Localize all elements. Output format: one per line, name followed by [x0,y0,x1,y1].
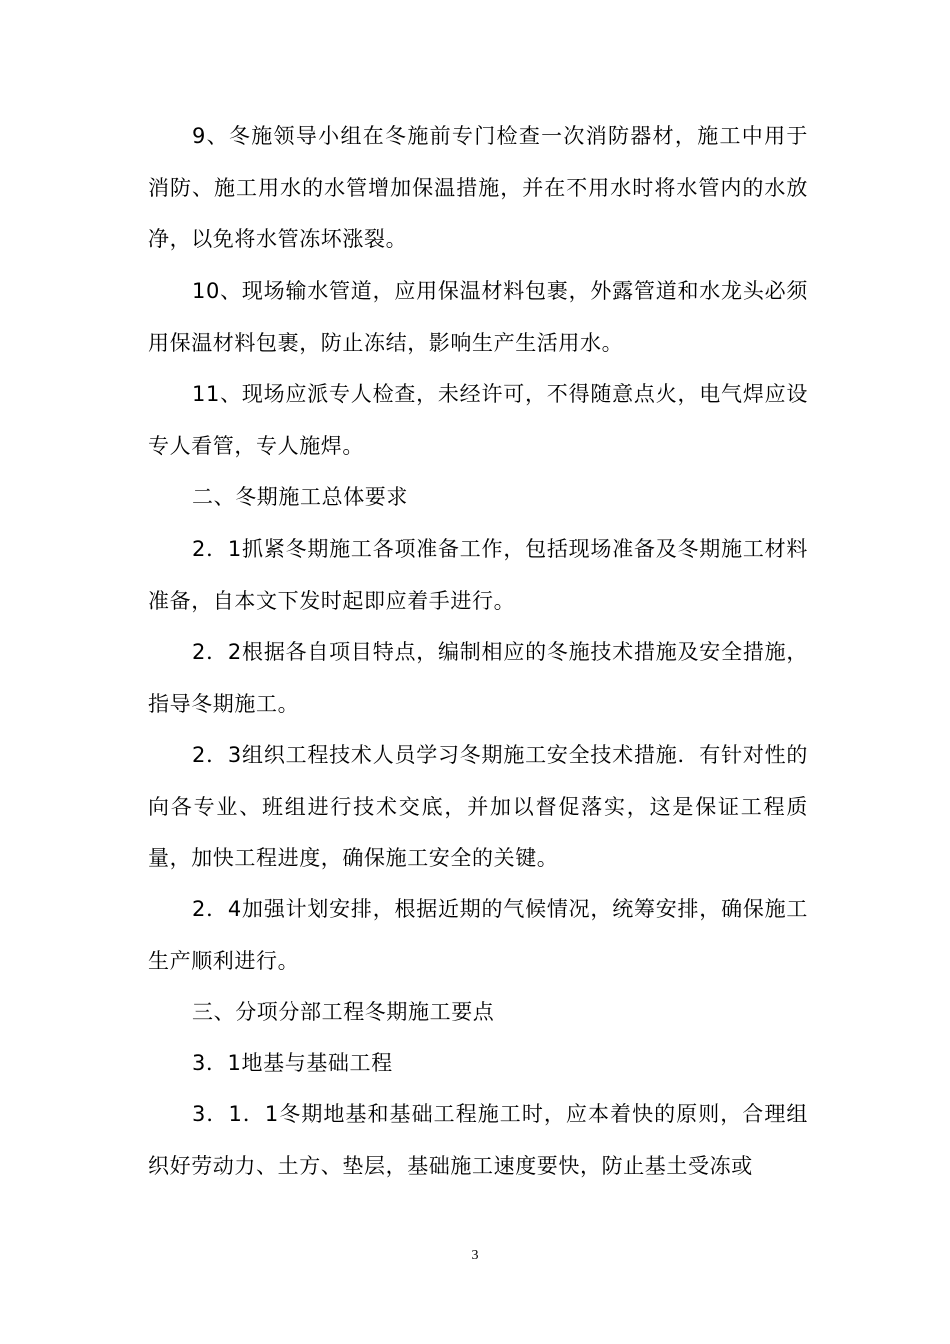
paragraph-item-10: 10、现场输水管道，应用保温材料包裹，外露管道和水龙头必须用保温材料包裹，防止冻结，影响生产生活用水。 [148,279,808,355]
paragraph-item-9: 9、冬施领导小组在冬施前专门检查一次消防器材，施工中用于消防、施工用水的水管增加保温措施，并在不用水时将水管内的水放净，以免将水管冻坏涨裂。 [148,124,808,251]
paragraph-2-1: 2．1抓紧冬期施工各项准备工作，包括现场准备及冬期施工材料准备，自本文下发时起即应着手进行。 [148,537,808,613]
paragraph-3-1-1: 3．1．1冬期地基和基础工程施工时，应本着快的原则，合理组织好劳动力、土方、垫层，基础施工速度要快，防止基土受冻或 [148,1102,808,1178]
paragraph-2-3: 2．3组织工程技术人员学习冬期施工安全技术措施．有针对性的向各专业、班组进行技术交底，并加以督促落实，这是保证工程质量，加快工程进度，确保施工安全的关键。 [148,743,808,870]
subsection-heading-3-1: 3．1地基与基础工程 [192,1051,393,1075]
paragraph-2-4: 2．4加强计划安排，根据近期的气候情况，统筹安排，确保施工生产顺利进行。 [148,897,808,973]
paragraph-item-11: 11、现场应派专人检查，未经许可，不得随意点火，电气焊应设专人看管，专人施焊。 [148,382,808,458]
section-heading-3: 三、分项分部工程冬期施工要点 [192,1000,495,1024]
section-heading-2: 二、冬期施工总体要求 [192,485,408,509]
paragraph-2-2: 2．2根据各自项目特点，编制相应的冬施技术措施及安全措施，指导冬期施工。 [148,640,808,716]
page-number: 3 [471,1248,479,1263]
